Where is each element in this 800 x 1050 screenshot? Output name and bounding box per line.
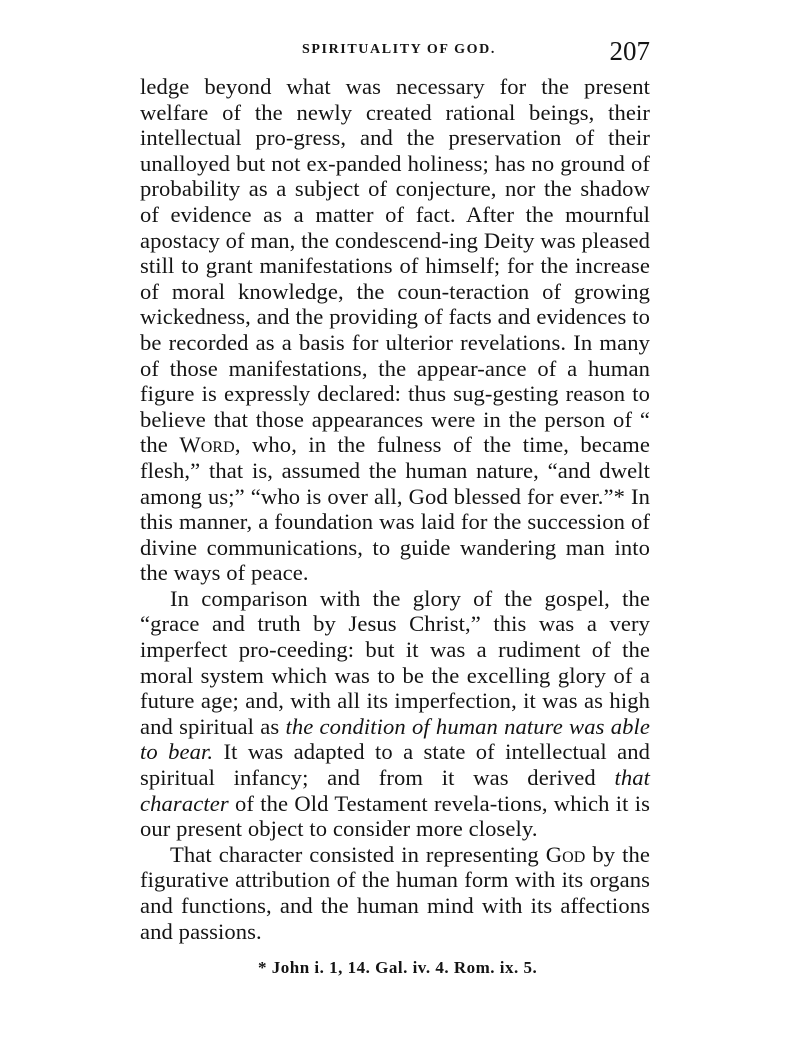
running-title: SPIRITUALITY OF GOD. xyxy=(302,42,496,57)
italic-phrase: the condition of human nature was able to bear. xyxy=(140,713,650,765)
paragraph-3-text-a: That character consisted in representing xyxy=(170,841,546,867)
paragraph-1 xyxy=(140,74,650,586)
small-caps-word: Word xyxy=(179,432,235,458)
paragraph-1-text-b: , who, in the fulness of the time, became flesh,” that is, assumed the human nature, “and dwelt among us;” “who is over all, God blessed for ever.”* In this manner, a foundation was laid for the succession of divine communications, to guide wandering man into the ways of peace. xyxy=(140,432,650,586)
paragraph-2-text-a: In comparison with the glory of the gospel, the “grace and truth by Jesus Christ,” this was a very imperfect pro-ceeding: but it was a rudiment of the moral system which was to be the excelling glory of a future age; and, with all its imperfection, it was as high and spiritual as xyxy=(140,585,650,739)
running-head xyxy=(140,36,656,76)
small-caps-word: God xyxy=(545,841,586,867)
paragraph-2-text-c: of the Old Testament revela-tions, which it is our present object to consider more closely. xyxy=(140,790,650,842)
paragraph-3 xyxy=(140,842,650,944)
page-number: 207 xyxy=(609,36,650,66)
italic-phrase: that character xyxy=(140,765,650,816)
body-text xyxy=(140,74,650,944)
footnote: * John i. 1, 14. Gal. iv. 4. Rom. ix. 5. xyxy=(258,958,538,977)
paragraph-1-text-a: ledge beyond what was necessary for the present welfare of the newly created rational beings, their intellectual pro-gress, and the preservation of their unalloyed but not ex-panded holiness; has no ground of probability as a subject of conjecture, nor the shadow of evidence as a matter of fact. After the mournful apostacy of man, the condescend-ing Deity was pleased still to grant manifestations of himself; for the increase of moral knowledge, the coun-teraction of growing wickedness, and the providing of facts and evidences to be recorded as a basis for ulterior revelations. In many of those manifestations, the appear-ance of a human figure is expressly declared: thus sug-gesting reason to believe that those appearances were in the person of “ the xyxy=(140,74,650,458)
paragraph-2 xyxy=(140,586,650,842)
paragraph-2-text-b: It was adapted to a state of intellectual and spiritual infancy; and from it was derived xyxy=(140,739,650,791)
paragraph-3-text-b: by the figurative attribution of the human form with its organs and functions, and the human mind with its affections and passions. xyxy=(140,841,650,944)
